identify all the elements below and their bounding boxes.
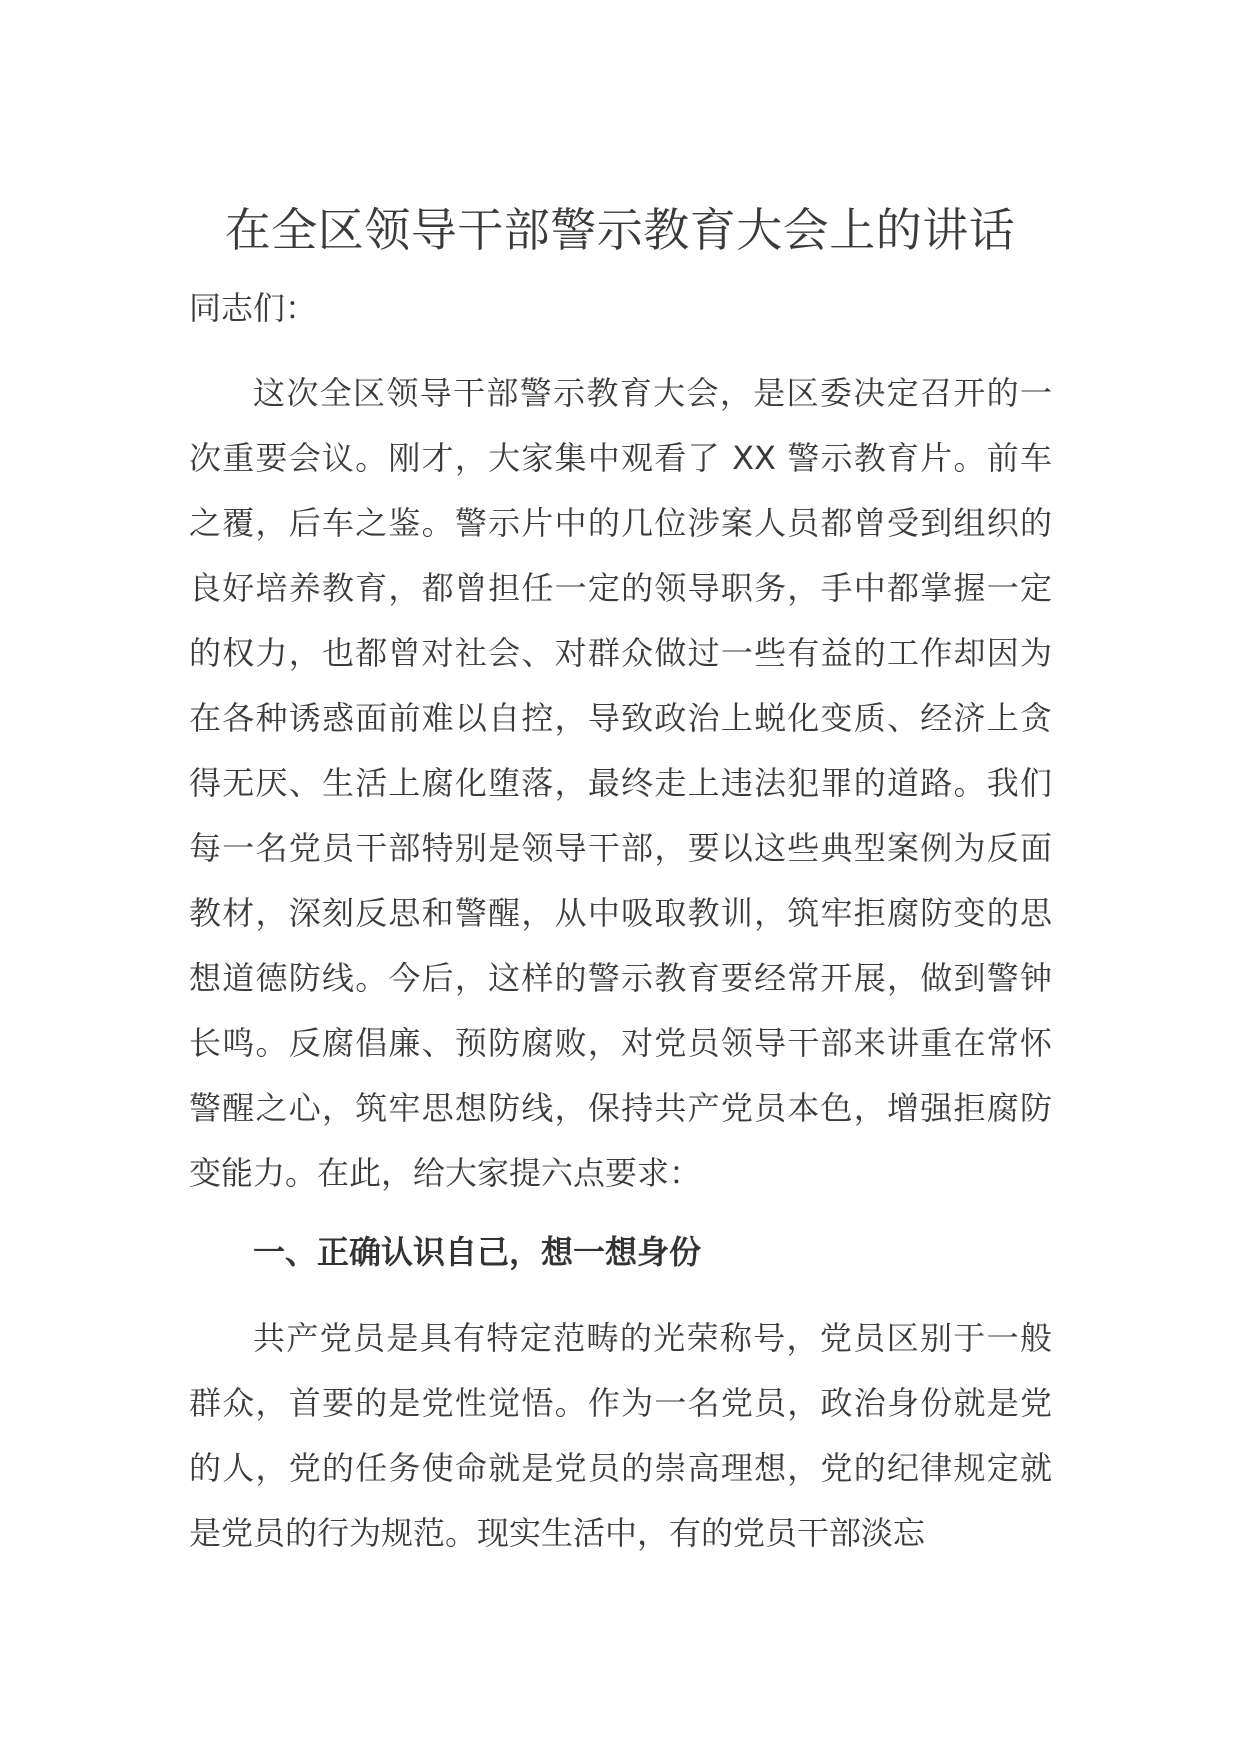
section-heading-1: 一、正确认识自己，想一想身份 (253, 1233, 702, 1271)
salutation: 同志们： (189, 289, 318, 327)
paragraph-intro: 这次全区领导干部警示教育大会，是区委决定召开的一次重要会议。刚才，大家集中观看了 XX 警示教育片。前车之覆，后车之鉴。警示片中的几位涉案人员都曾受到组织的良好培养教育，都曾担任一定的领导职务，手中都掌握一定的权力，也都曾对社会、对群众做过一些有益的工作却因为在各种诱惑面前难以自控，导致政治上蜕化变质、经济上贪得无厌、生活上腐化堕落，最终走上违法犯罪的道路。我们每一名党员干部特别是领导干部，要以这些典型案例为反面教材，深刻反思和警醒，从中吸取教训，筑牢拒腐防变的思想道德防线。今后，这样的警示教育要经常开展，做到警钟长鸣。反腐倡廉、预防腐败，对党员领导干部来讲重在常怀警醒之心，筑牢思想防线，保持共产党员本色，增强拒腐防变能力。在此，给大家提六点要求： (189, 374, 1052, 1192)
document-title: 在全区领导干部警示教育大会上的讲话 (224, 203, 1016, 257)
paragraph-section-1: 共产党员是具有特定范畴的光荣称号，党员区别于一般群众，首要的是党性觉悟。作为一名党员，政治身份就是党的人，党的任务使命就是党员的崇高理想，党的纪律规定就是党员的行为规范。现实生活中，有的党员干部淡忘 (189, 1319, 1052, 1552)
